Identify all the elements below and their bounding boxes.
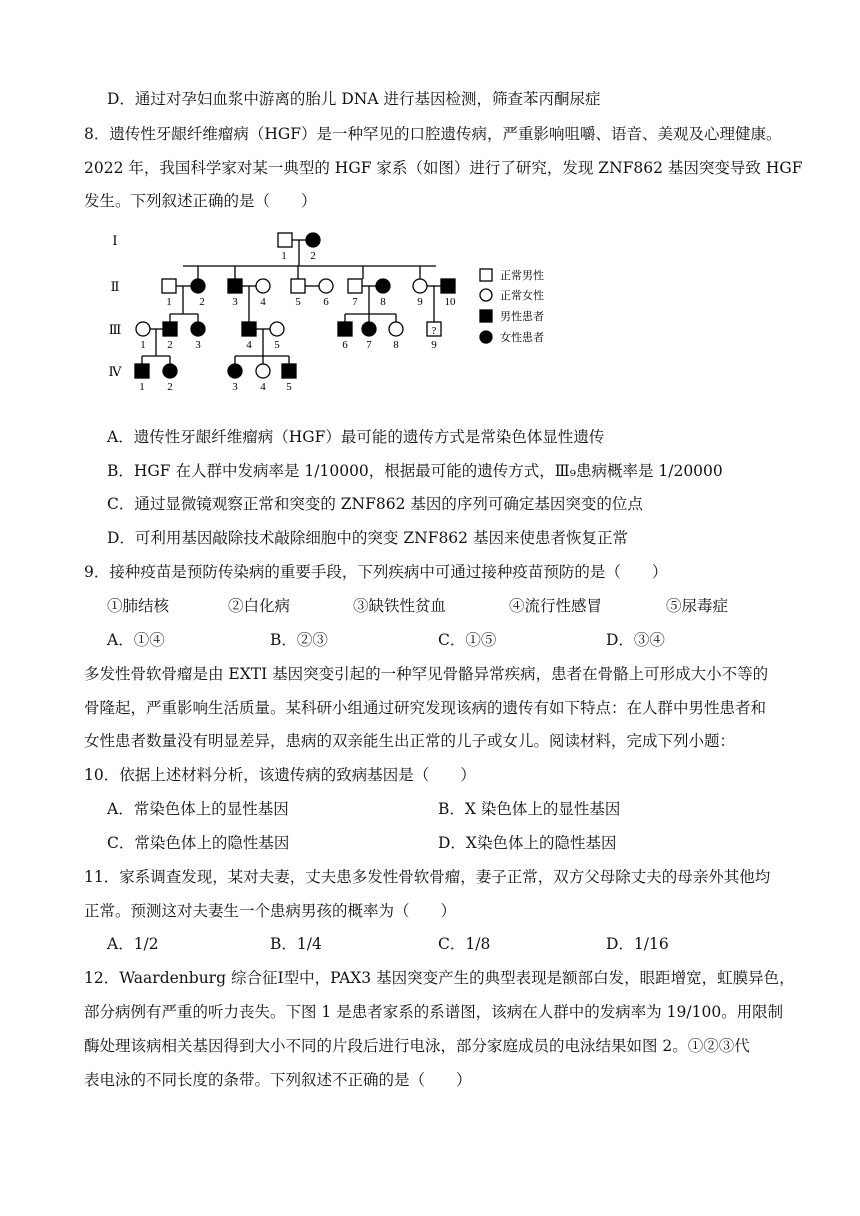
q9-item-3: ③缺铁性贫血 <box>353 597 447 615</box>
svg-text:5: 5 <box>274 339 280 351</box>
svg-text:4: 4 <box>246 339 252 351</box>
svg-text:3: 3 <box>195 339 201 351</box>
q10-option-a: A．常染色体上的显性基因 <box>107 800 289 818</box>
q11-option-c: C．1/8 <box>438 935 491 953</box>
q9-option-a: A．①④ <box>107 631 165 649</box>
q7-option-d: D．通过对孕妇血浆中游离的胎儿 DNA 进行基因检测，筛查苯丙酮尿症 <box>107 90 601 108</box>
legend-affected-female: 女性患者 <box>500 332 544 344</box>
q9-item-1: ①肺结核 <box>107 597 170 615</box>
svg-text:4: 4 <box>260 381 266 393</box>
svg-text:9: 9 <box>417 296 423 308</box>
generation-label-i: Ⅰ <box>112 233 118 248</box>
q8-option-a: A．遗传性牙龈纤维瘤病（HGF）最可能的遗传方式是常染色体显性遗传 <box>107 428 605 446</box>
q12-stem-line-2: 部分病例有严重的听力丧失。下图 1 是患者家系的系谱图，该病在人群中的发病率为 19/100。用限制 <box>84 1003 784 1021</box>
q11-option-b: B．1/4 <box>270 935 322 953</box>
q8-option-b: B．HGF 在人群中发病率是 1/10000，根据最可能的遗传方式，Ⅲ₉患病概率是 1/20000 <box>107 462 723 480</box>
generation-label-ii: Ⅱ <box>110 279 120 294</box>
svg-text:9: 9 <box>431 339 437 351</box>
legend-normal-male: 正常男性 <box>500 270 544 282</box>
legend-normal-female: 正常女性 <box>500 290 544 302</box>
svg-text:2: 2 <box>167 381 173 393</box>
svg-text:1: 1 <box>166 296 172 308</box>
q9-item-4: ④流行性感冒 <box>509 597 603 615</box>
svg-text:7: 7 <box>352 296 358 308</box>
q8-stem-line-1: 8．遗传性牙龈纤维瘤病（HGF）是一种罕见的口腔遗传病，严重影响咀嚼、语音、美观及心理健康。 <box>84 125 782 143</box>
material-line-2: 骨隆起，严重影响生活质量。某科研小组通过研究发现该病的遗传有如下特点：在人群中男性患者和 <box>84 699 767 717</box>
q10-option-c: C．常染色体上的隐性基因 <box>107 834 290 852</box>
q8-stem-line-2: 2022 年，我国科学家对某一典型的 HGF 家系（如图）进行了研究，发现 ZNF862 基因突变导致 HGF <box>84 159 803 177</box>
q8-option-d: D．可利用基因敲除技术敲除细胞中的突变 ZNF862 基因来使患者恢复正常 <box>107 529 628 547</box>
svg-text:10: 10 <box>444 296 456 308</box>
q9-item-5: ⑤尿毒症 <box>666 597 729 615</box>
q11-stem-line-1: 11．家系调查发现，某对夫妻，丈夫患多发性骨软骨瘤，妻子正常，双方父母除丈夫的母亲外其他均 <box>84 868 771 886</box>
svg-text:7: 7 <box>366 339 372 351</box>
svg-text:2: 2 <box>167 339 173 351</box>
generation-label-iv: Ⅳ <box>108 364 122 379</box>
svg-text:8: 8 <box>380 296 386 308</box>
q9-stem: 9．接种疫苗是预防传染病的重要手段，下列疾病中可通过接种疫苗预防的是（ ） <box>84 563 668 581</box>
svg-text:1: 1 <box>281 250 287 262</box>
svg-text:4: 4 <box>260 296 266 308</box>
legend-affected-male: 男性患者 <box>500 311 544 323</box>
q12-stem-line-3: 酶处理该病相关基因得到大小不同的片段后进行电泳，部分家庭成员的电泳结果如图 2。①②③代 <box>84 1037 750 1055</box>
q12-stem-line-1: 12．Waardenburg 综合征Ⅰ型中，PAX3 基因突变产生的典型表现是额部白发，眼距增宽，虹膜异色， <box>84 969 795 987</box>
hgf-pedigree-chart <box>100 226 580 396</box>
q10-option-b: B．X 染色体上的显性基因 <box>438 800 621 818</box>
unknown-mark: ? <box>431 325 437 337</box>
q9-option-b: B．②③ <box>270 631 328 649</box>
svg-text:2: 2 <box>199 296 205 308</box>
svg-text:1: 1 <box>139 381 145 393</box>
svg-text:3: 3 <box>232 381 238 393</box>
svg-text:6: 6 <box>323 296 329 308</box>
generation-label-iii: Ⅲ <box>108 322 122 337</box>
q11-stem-line-2: 正常。预测这对夫妻生一个患病男孩的概率为（ ） <box>84 902 457 920</box>
svg-text:1: 1 <box>140 339 146 351</box>
q8-stem-line-3: 发生。下列叙述正确的是（ ） <box>84 192 317 210</box>
q11-option-a: A．1/2 <box>107 935 159 953</box>
svg-text:5: 5 <box>286 381 292 393</box>
svg-text:3: 3 <box>232 296 238 308</box>
material-line-1: 多发性骨软骨瘤是由 EXTI 基因突变引起的一种罕见骨骼异常疾病，患者在骨骼上可形成大小不等的 <box>84 665 769 683</box>
material-line-3: 女性患者数量没有明显差异，患病的双亲能生出正常的儿子或女儿。阅读材料，完成下列小题： <box>84 732 736 750</box>
svg-text:2: 2 <box>310 250 316 262</box>
q9-item-2: ②白化病 <box>228 597 291 615</box>
q11-option-d: D．1/16 <box>606 935 669 953</box>
q10-stem: 10．依据上述材料分析，该遗传病的致病基因是（ ） <box>84 766 476 784</box>
q12-stem-line-4: 表电泳的不同长度的条带。下列叙述不正确的是（ ） <box>84 1071 472 1089</box>
svg-text:8: 8 <box>393 339 399 351</box>
q9-option-c: C．①⑤ <box>438 631 497 649</box>
svg-text:5: 5 <box>295 296 301 308</box>
q8-option-c: C．通过显微镜观察正常和突变的 ZNF862 基因的序列可确定基因突变的位点 <box>107 495 643 513</box>
q10-option-d: D．Ⅹ染色体上的隐性基因 <box>438 834 617 852</box>
q9-option-d: D．③④ <box>606 631 665 649</box>
svg-text:6: 6 <box>342 339 348 351</box>
